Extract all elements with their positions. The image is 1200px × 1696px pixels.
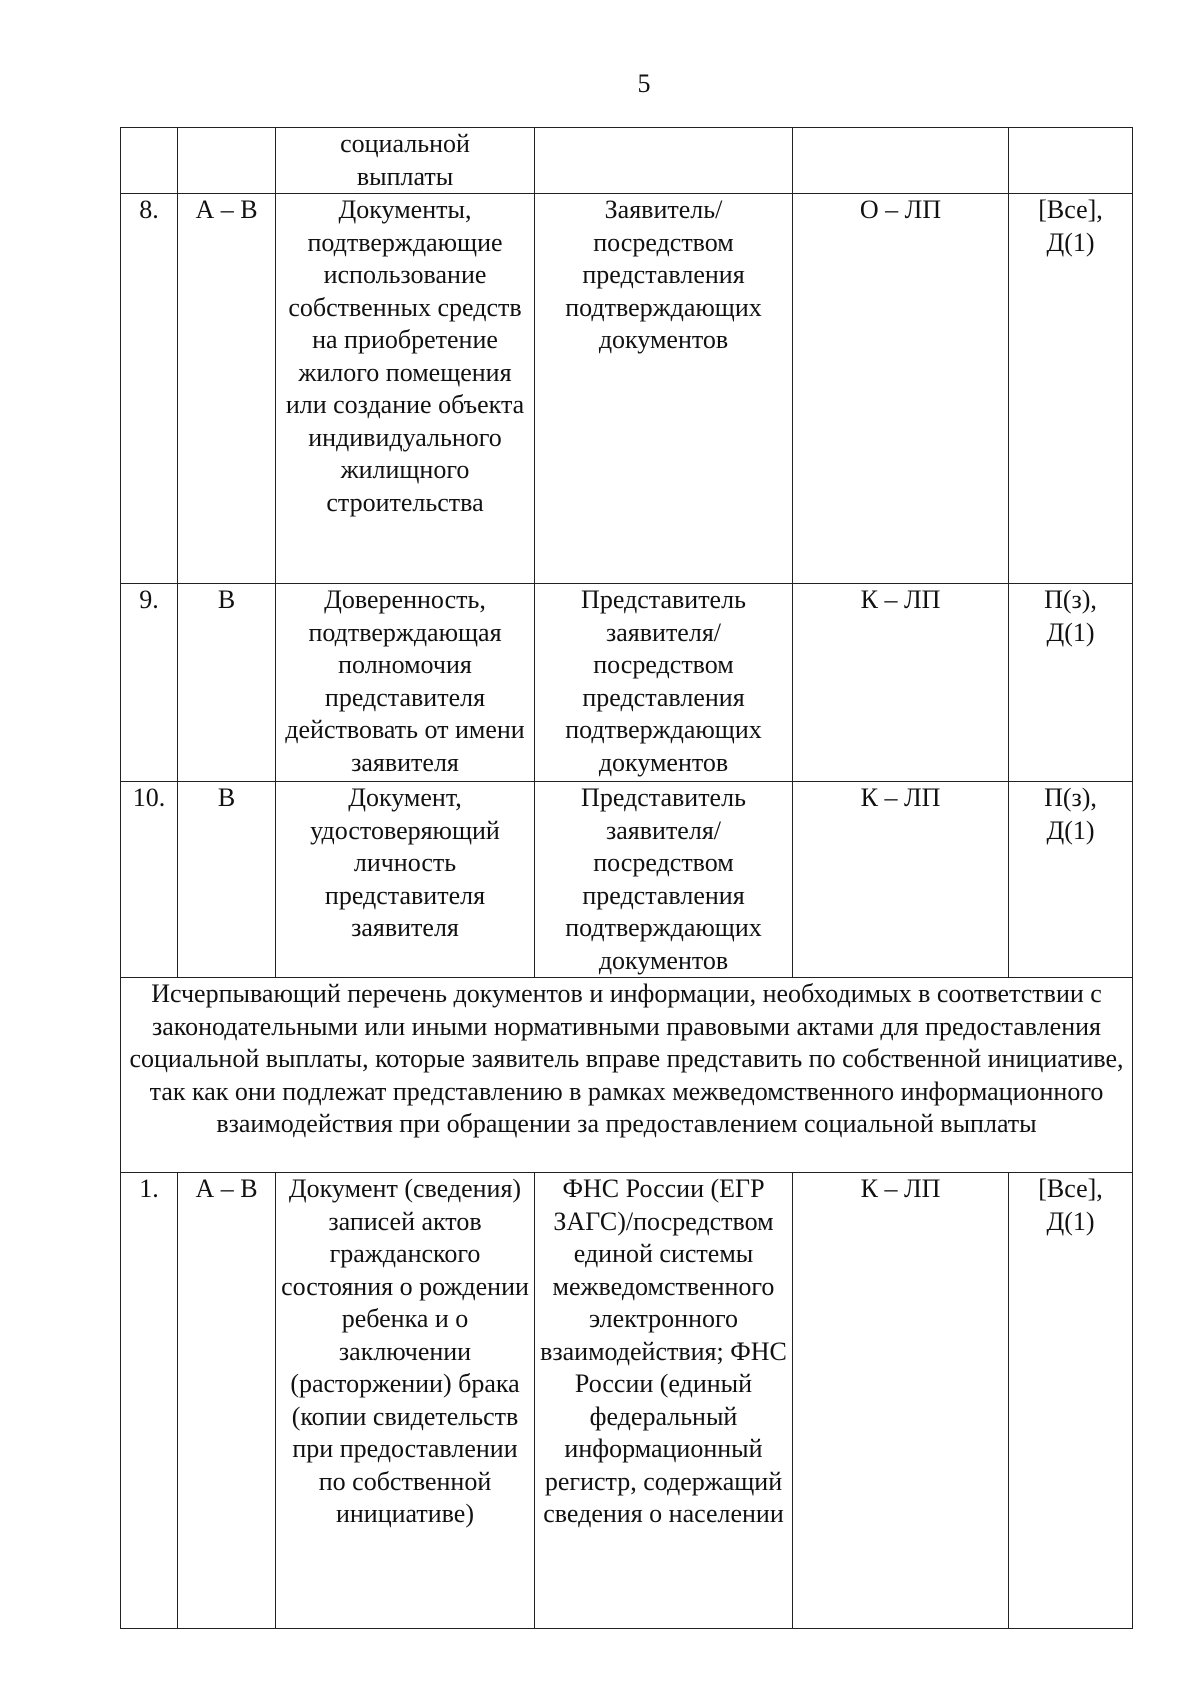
document-name: Документы, подтверждающие использование собственных средств на приобретение жилого помещения или создание объекта индивидуального жилищного строительства xyxy=(276,194,535,584)
document-type: К – ЛП xyxy=(793,584,1009,782)
applicant-category: В xyxy=(178,584,276,782)
table-row xyxy=(121,584,1133,782)
applicant-category xyxy=(178,128,276,194)
row-number: 8. xyxy=(121,194,178,584)
table-row xyxy=(121,194,1133,584)
document-name: Документ (сведения) записей актов гражданского состояния о рождении ребенка и о заключении (расторжении) брака (копии свидетельств при предоставлении по собственной инициативе) xyxy=(276,1173,535,1629)
row-number: 10. xyxy=(121,782,178,978)
applicant-category: А – В xyxy=(178,1173,276,1629)
document-name: социальной выплаты xyxy=(276,128,535,194)
section-row xyxy=(121,978,1133,1173)
document-type: К – ЛП xyxy=(793,782,1009,978)
submission-ways xyxy=(1009,128,1133,194)
document-type: О – ЛП xyxy=(793,194,1009,584)
documents-table xyxy=(120,127,1133,1629)
submission-ways: П(з), Д(1) xyxy=(1009,782,1133,978)
document-name: Доверенность, подтверждающая полномочия представителя действовать от имени заявителя xyxy=(276,584,535,782)
document-type xyxy=(793,128,1009,194)
table-row xyxy=(121,782,1133,978)
table-row xyxy=(121,1173,1133,1629)
submission-ways: [Все], Д(1) xyxy=(1009,1173,1133,1629)
submission-ways: [Все], Д(1) xyxy=(1009,194,1133,584)
row-number xyxy=(121,128,178,194)
section-heading: Исчерпывающий перечень документов и информации, необходимых в соответствии с законодательными или иными нормативными правовыми актами для предоставления социальной выплаты, которые заявитель вправе представить по собственной инициативе, так как они подлежат представлению в рамках межведомственного информационного взаимодействия при обращении за предоставлением социальной выплаты xyxy=(121,978,1133,1173)
page-number: 5 xyxy=(637,69,651,98)
document-source: ФНС России (ЕГР ЗАГС)/посредством единой системы межведомственного электронного взаимодействия; ФНС России (единый федеральный информационный регистр, содержащий сведения о населении xyxy=(535,1173,793,1629)
row-number: 1. xyxy=(121,1173,178,1629)
row-number: 9. xyxy=(121,584,178,782)
document-name: Документ, удостоверяющий личность представителя заявителя xyxy=(276,782,535,978)
document-source: Заявитель/посредством представления подтверждающих документов xyxy=(535,194,793,584)
applicant-category: А – В xyxy=(178,194,276,584)
table-row xyxy=(121,128,1133,194)
submission-ways: П(з), Д(1) xyxy=(1009,584,1133,782)
document-source: Представитель заявителя/посредством представления подтверждающих документов xyxy=(535,584,793,782)
applicant-category: В xyxy=(178,782,276,978)
document-source xyxy=(535,128,793,194)
document-type: К – ЛП xyxy=(793,1173,1009,1629)
document-source: Представитель заявителя/посредством представления подтверждающих документов xyxy=(535,782,793,978)
